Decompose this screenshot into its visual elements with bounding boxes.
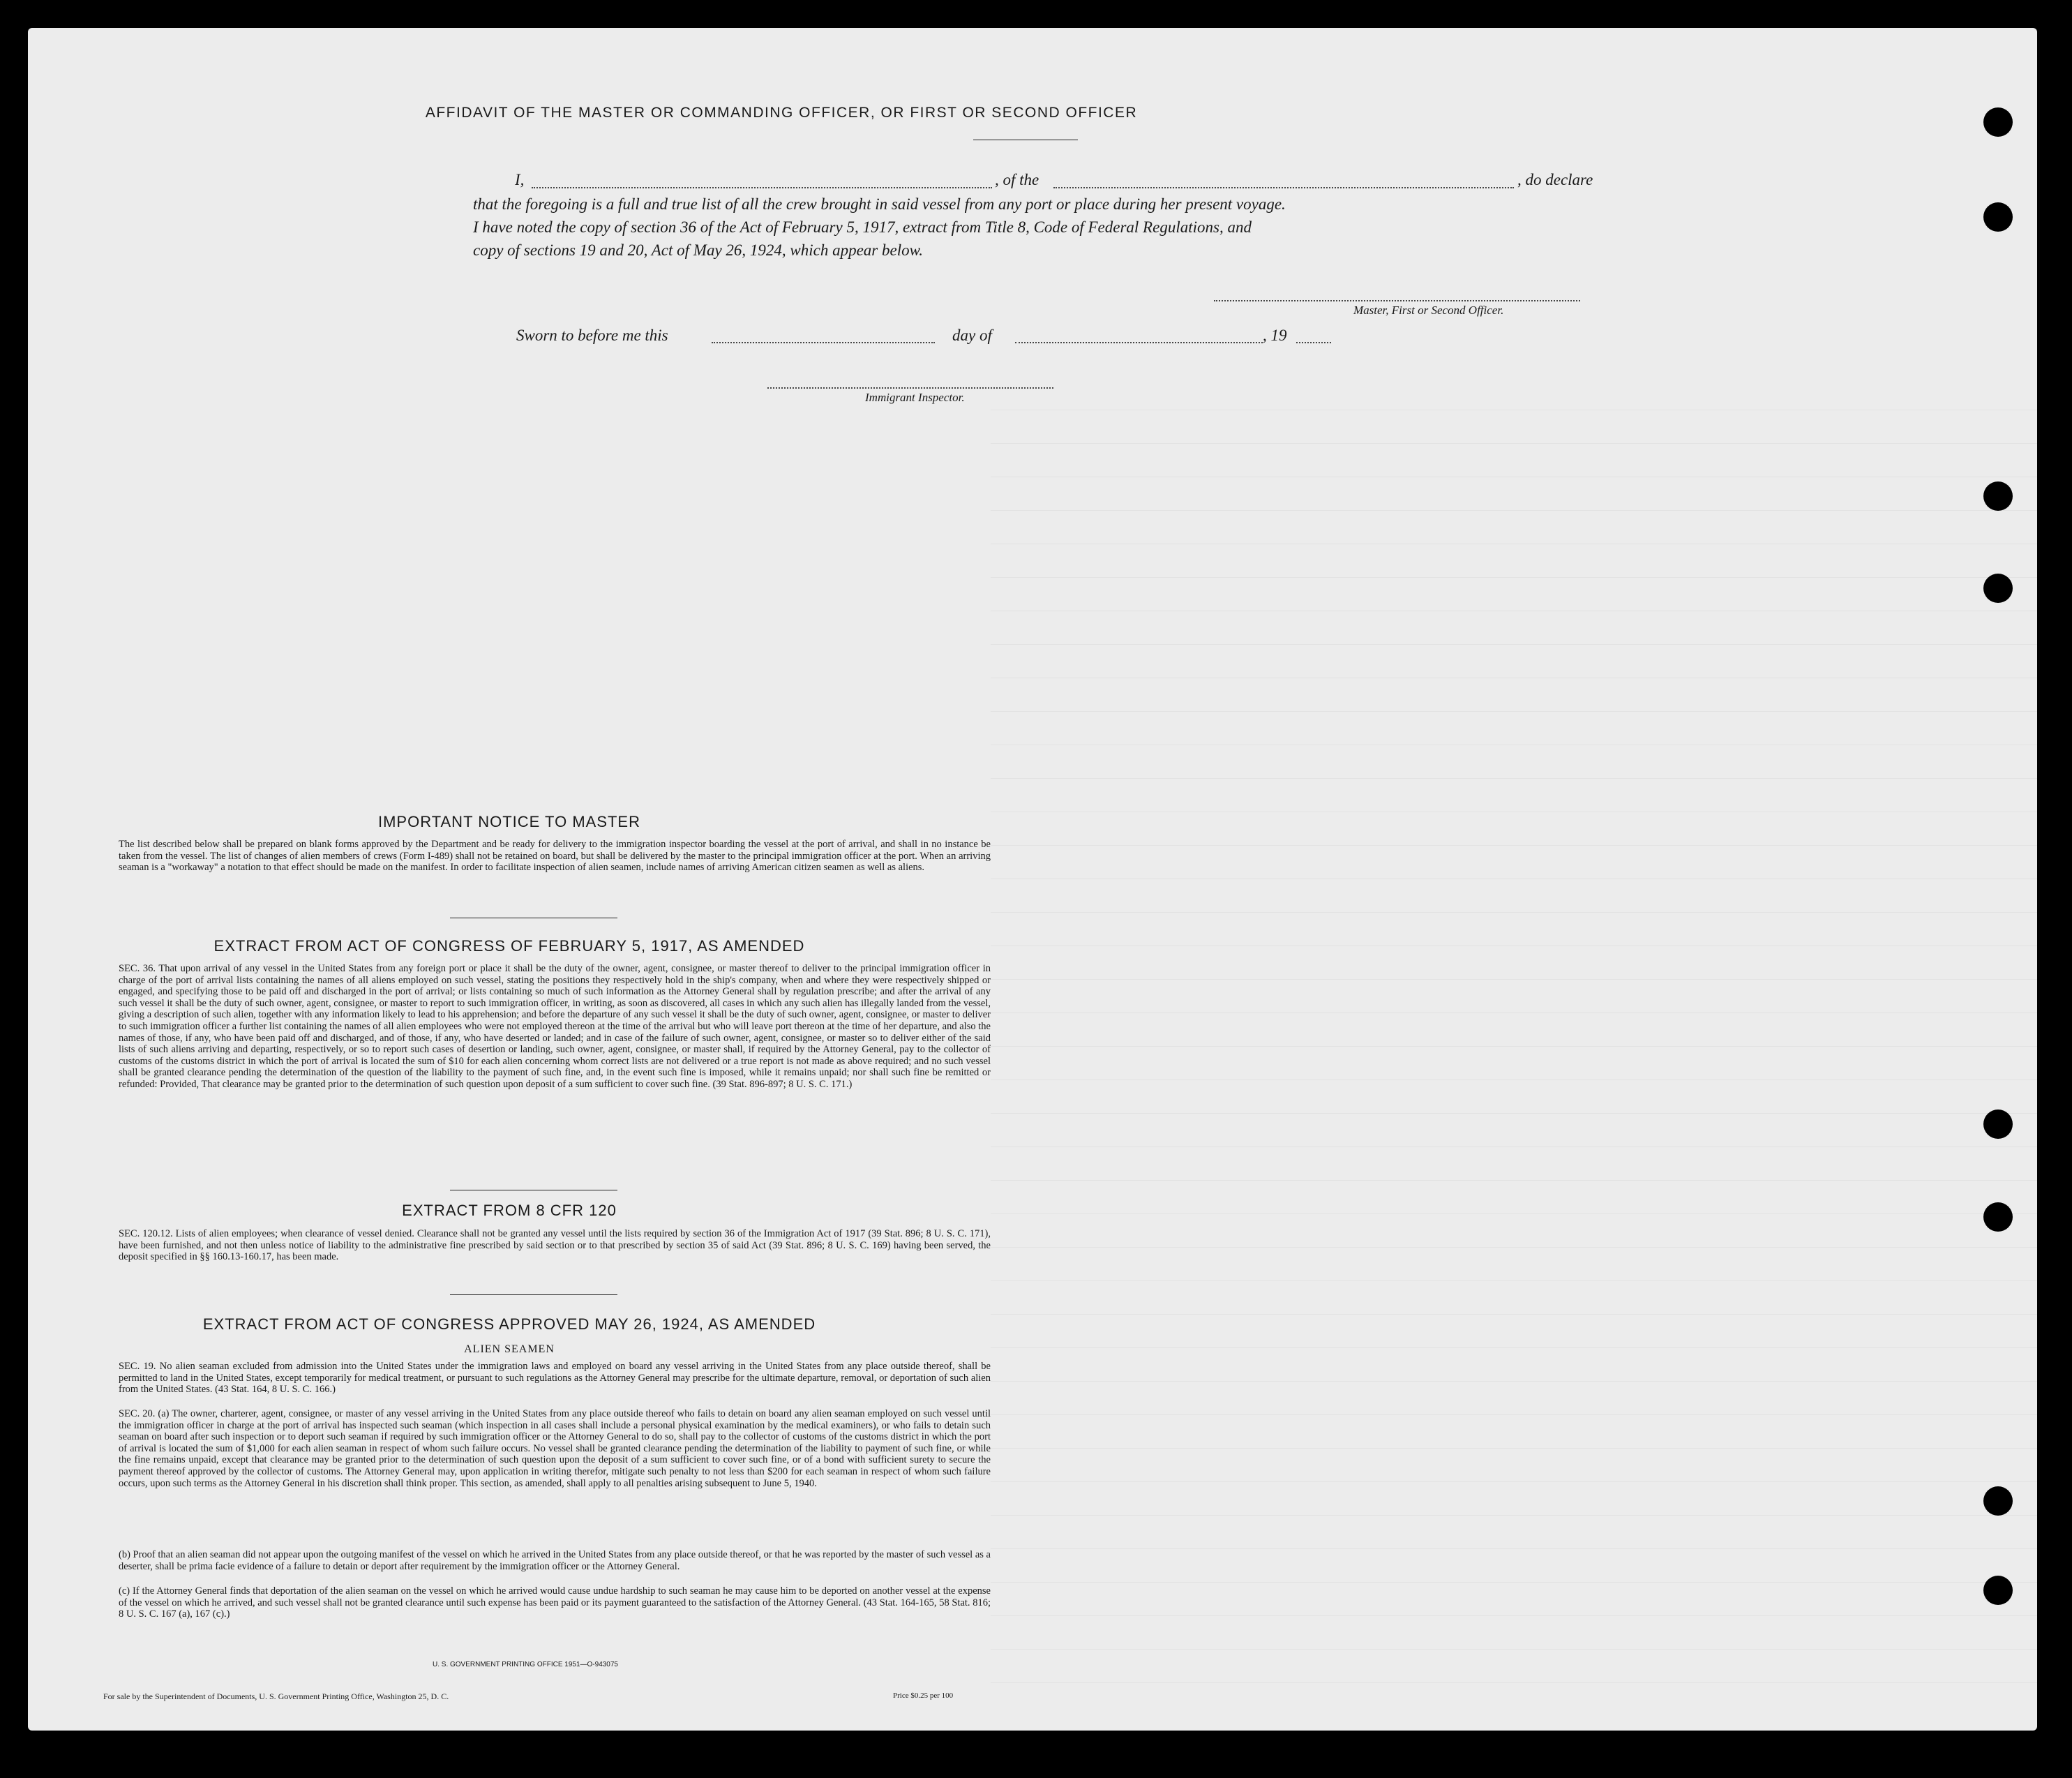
sworn-month-line[interactable] bbox=[1015, 342, 1263, 343]
punch-hole bbox=[1983, 481, 2013, 511]
extract-1924-sec20b: (b) Proof that an alien seaman did not appear upon the outgoing manifest of the vessel on which he arrived in the United States from any place outside thereof, or that he was reported by the master of such vessel as a deserter, shall be prima facie evidence of a failure to detain or deport after requirement by the immigration officer or the Attorney General. bbox=[119, 1549, 991, 1572]
master-signature-line[interactable] bbox=[1214, 300, 1580, 301]
extract-1917-title: EXTRACT FROM ACT OF CONGRESS OF FEBRUARY 5, 1917, AS AMENDED bbox=[213, 937, 805, 955]
extract-cfr-title: EXTRACT FROM 8 CFR 120 bbox=[402, 1202, 617, 1219]
declaration-do-declare-label: , do declare bbox=[1517, 171, 1593, 188]
name-blank-line[interactable] bbox=[532, 187, 992, 188]
extract-1924-title: EXTRACT FROM ACT OF CONGRESS APPROVED MAY 26, 1924, AS AMENDED bbox=[202, 1315, 816, 1333]
bleed-through-texture bbox=[991, 377, 2037, 1703]
sworn-day-line[interactable] bbox=[712, 342, 935, 343]
notice-body: The list described below shall be prepared on blank forms approved by the Department and be ready for delivery to the immigration inspector boarding the vessel at the port of arrival, and shall in no instance be taken from the vessel. The list of changes of alien members of crews (Form I-489) shall not be retained on board, but shall be delivered by the master to the principal immigration officer at the port. When an arriving seaman is a "workaway" a notation to that effect should be made on the manifest. In order to facilitate inspection of alien seamen, include names of arriving American citizen seamen as well as aliens. bbox=[119, 839, 991, 874]
extract-1924-sec20c: (c) If the Attorney General finds that deportation of the alien seaman on the vessel on which he arrived would cause undue hardship to such seaman he may cause him to be deported on another vessel at the expense of the vessel on which he arrived, and such vessel shall not be granted clearance until such expense has been paid or its payment guaranteed to the satisfaction of the Attorney General. (43 Stat. 164-165, 58 Stat. 816; 8 U. S. C. 167 (a), 167 (c).) bbox=[119, 1585, 991, 1620]
sworn-year-line[interactable] bbox=[1296, 342, 1331, 343]
inspector-signature-line[interactable] bbox=[767, 387, 1053, 389]
vessel-blank-line[interactable] bbox=[1053, 187, 1514, 188]
declaration-line-3: copy of sections 19 and 20, Act of May 26, 1924, which appear below. bbox=[473, 241, 923, 259]
declaration-line-2: I have noted the copy of section 36 of the Act of February 5, 1917, extract from Title 8, Code of Federal Regulations, and bbox=[473, 218, 1252, 236]
extract-1917-body: SEC. 36. That upon arrival of any vessel in the United States from any foreign port or place it shall be the duty of the owner, agent, consignee, or master thereof to deliver to the principal immigration officer in charge of the port of arrival lists containing the names of all aliens employed on such vessel, stating the positions they respectively hold in the ship's company, when and where they were respectively shipped or engaged, and specifying those to be paid off and discharged in the port of arrival; or lists containing so much of such information as the Attorney General shall by regulation prescribe; and after the arrival of any such vessel it shall be the duty of such owner, agent, consignee, or master to report to such immigration officer, in writing, as soon as discovered, all cases in which any such alien has illegally landed from the vessel, giving a description of such alien, together with any information likely to lead to his apprehension; and before the departure of any such vessel it shall be the duty of such owner, agent, consignee, or master to deliver to such immigration officer a further list containing the names of all alien employees who were not employed thereon at the time of the arrival but who will leave port thereon at the time of her departure, and also the names of those, if any, who have been paid off and discharged, and of those, if any, who have deserted or landed; and in case of the failure of such owner, agent, consignee, or master so to deliver either of the said lists of such aliens arriving and departing, respectively, or so to report such cases of desertion or landing, such owner, agent, consignee, or master shall, if required by the Attorney General, pay to the collector of customs of the customs district in which the port of arrival is located the sum of $10 for each alien concerning whom correct lists are not delivered or a true report is not made as above required; and no such vessel shall be granted clearance pending the determination of the question of the liability to the payment of such fine, and, in the event such fine is imposed, while it remains unpaid; nor shall such fine be remitted or refunded: Provided, That clearance may be granted prior to the determination of such question upon deposit of a sum sufficient to cover such fine. (39 Stat. 896-897; 8 U. S. C. 171.) bbox=[119, 963, 991, 1090]
notice-title: IMPORTANT NOTICE TO MASTER bbox=[377, 813, 640, 830]
punch-hole bbox=[1983, 1576, 2013, 1605]
extract-1924-sec20a: SEC. 20. (a) The owner, charterer, agent, consignee, or master of any vessel arriving in the United States from any place outside thereof who fails to detain on board any alien seaman employed on such vessel until the immigration officer in charge at the port of arrival has inspected such seaman (which inspection in all cases shall include a personal physical examination by the medical examiners), or who fails to detain such seaman on board after such inspection or to deport such seaman if required by such immigration officer or the Attorney General to do so, shall pay to the collector of customs of the customs district in which the port of arrival is located the sum of $1,000 for each alien seaman in respect of whom such failure occurs. No vessel shall be granted clearance pending the determination of the liability to payment of such fine, or while the fine remains unpaid, except that clearance may be granted prior to the determination of such question upon the deposit of a sum sufficient to cover such fine, or of a bond with sufficient surety to secure the payment thereof approved by the collector of customs. The Attorney General may, upon application in writing therefor, mitigate such penalty to not less than $200 for each seaman in respect of whom such failure occurs, upon such terms as the Attorney General in his discretion shall think proper. This section, as amended, shall apply to all penalties arising subsequent to June 5, 1940. bbox=[119, 1408, 991, 1489]
extract-1924-sec19: SEC. 19. No alien seaman excluded from admission into the United States under the immigration laws and employed on board any vessel arriving in the United States from any place outside thereof, shall be permitted to land in the United States, except temporarily for medical treatment, or pursuant to such regulations as the Attorney General may prescribe for the ultimate departure, removal, or deportation of such alien from the United States. (43 Stat. 164, 8 U. S. C. 166.) bbox=[119, 1361, 991, 1396]
punch-hole bbox=[1983, 1110, 2013, 1139]
year-label: , 19 bbox=[1263, 327, 1287, 344]
section-rule bbox=[450, 1294, 617, 1295]
printing-office-note: U. S. GOVERNMENT PRINTING OFFICE 1951—O-943075 bbox=[433, 1661, 618, 1668]
form-page bbox=[28, 28, 2037, 1731]
for-sale-note: For sale by the Superintendent of Documents, U. S. Government Printing Office, Washington 25, D. C. bbox=[103, 1691, 449, 1701]
punch-hole bbox=[1983, 107, 2013, 137]
punch-hole bbox=[1983, 1202, 2013, 1232]
day-of-label: day of bbox=[952, 327, 992, 344]
affidavit-title: AFFIDAVIT OF THE MASTER OR COMMANDING OFFICER, OR FIRST OR SECOND OFFICER bbox=[425, 105, 1138, 121]
punch-hole bbox=[1983, 1486, 2013, 1516]
inspector-caption: Immigrant Inspector. bbox=[865, 391, 965, 404]
declaration-line-1: that the foregoing is a full and true list of all the crew brought in said vessel from any port or place during her present voyage. bbox=[473, 195, 1286, 213]
price-note: Price $0.25 per 100 bbox=[893, 1691, 954, 1700]
punch-hole bbox=[1983, 202, 2013, 232]
punch-hole bbox=[1983, 574, 2013, 603]
extract-cfr-body: SEC. 120.12. Lists of alien employees; when clearance of vessel denied. Clearance shall not be granted any vessel until the lists required by section 36 of the Immigration Act of 1917 (39 Stat. 896; 8 U. S. C. 171), have been furnished, and not then unless notice of liability to the administrative fine prescribed by said section or to that prescribed by section 35 of said Act (39 Stat. 896; 8 U. S. C. 169) having been served, the deposit specified in §§ 160.13-160.17, has been made. bbox=[119, 1228, 991, 1263]
alien-seamen-subtitle: ALIEN SEAMEN bbox=[464, 1343, 555, 1355]
declaration-of-the-label: , of the bbox=[995, 171, 1039, 188]
declaration-i-label: I, bbox=[515, 171, 525, 188]
sworn-label: Sworn to before me this bbox=[516, 327, 668, 344]
master-caption: Master, First or Second Officer. bbox=[1353, 304, 1504, 317]
